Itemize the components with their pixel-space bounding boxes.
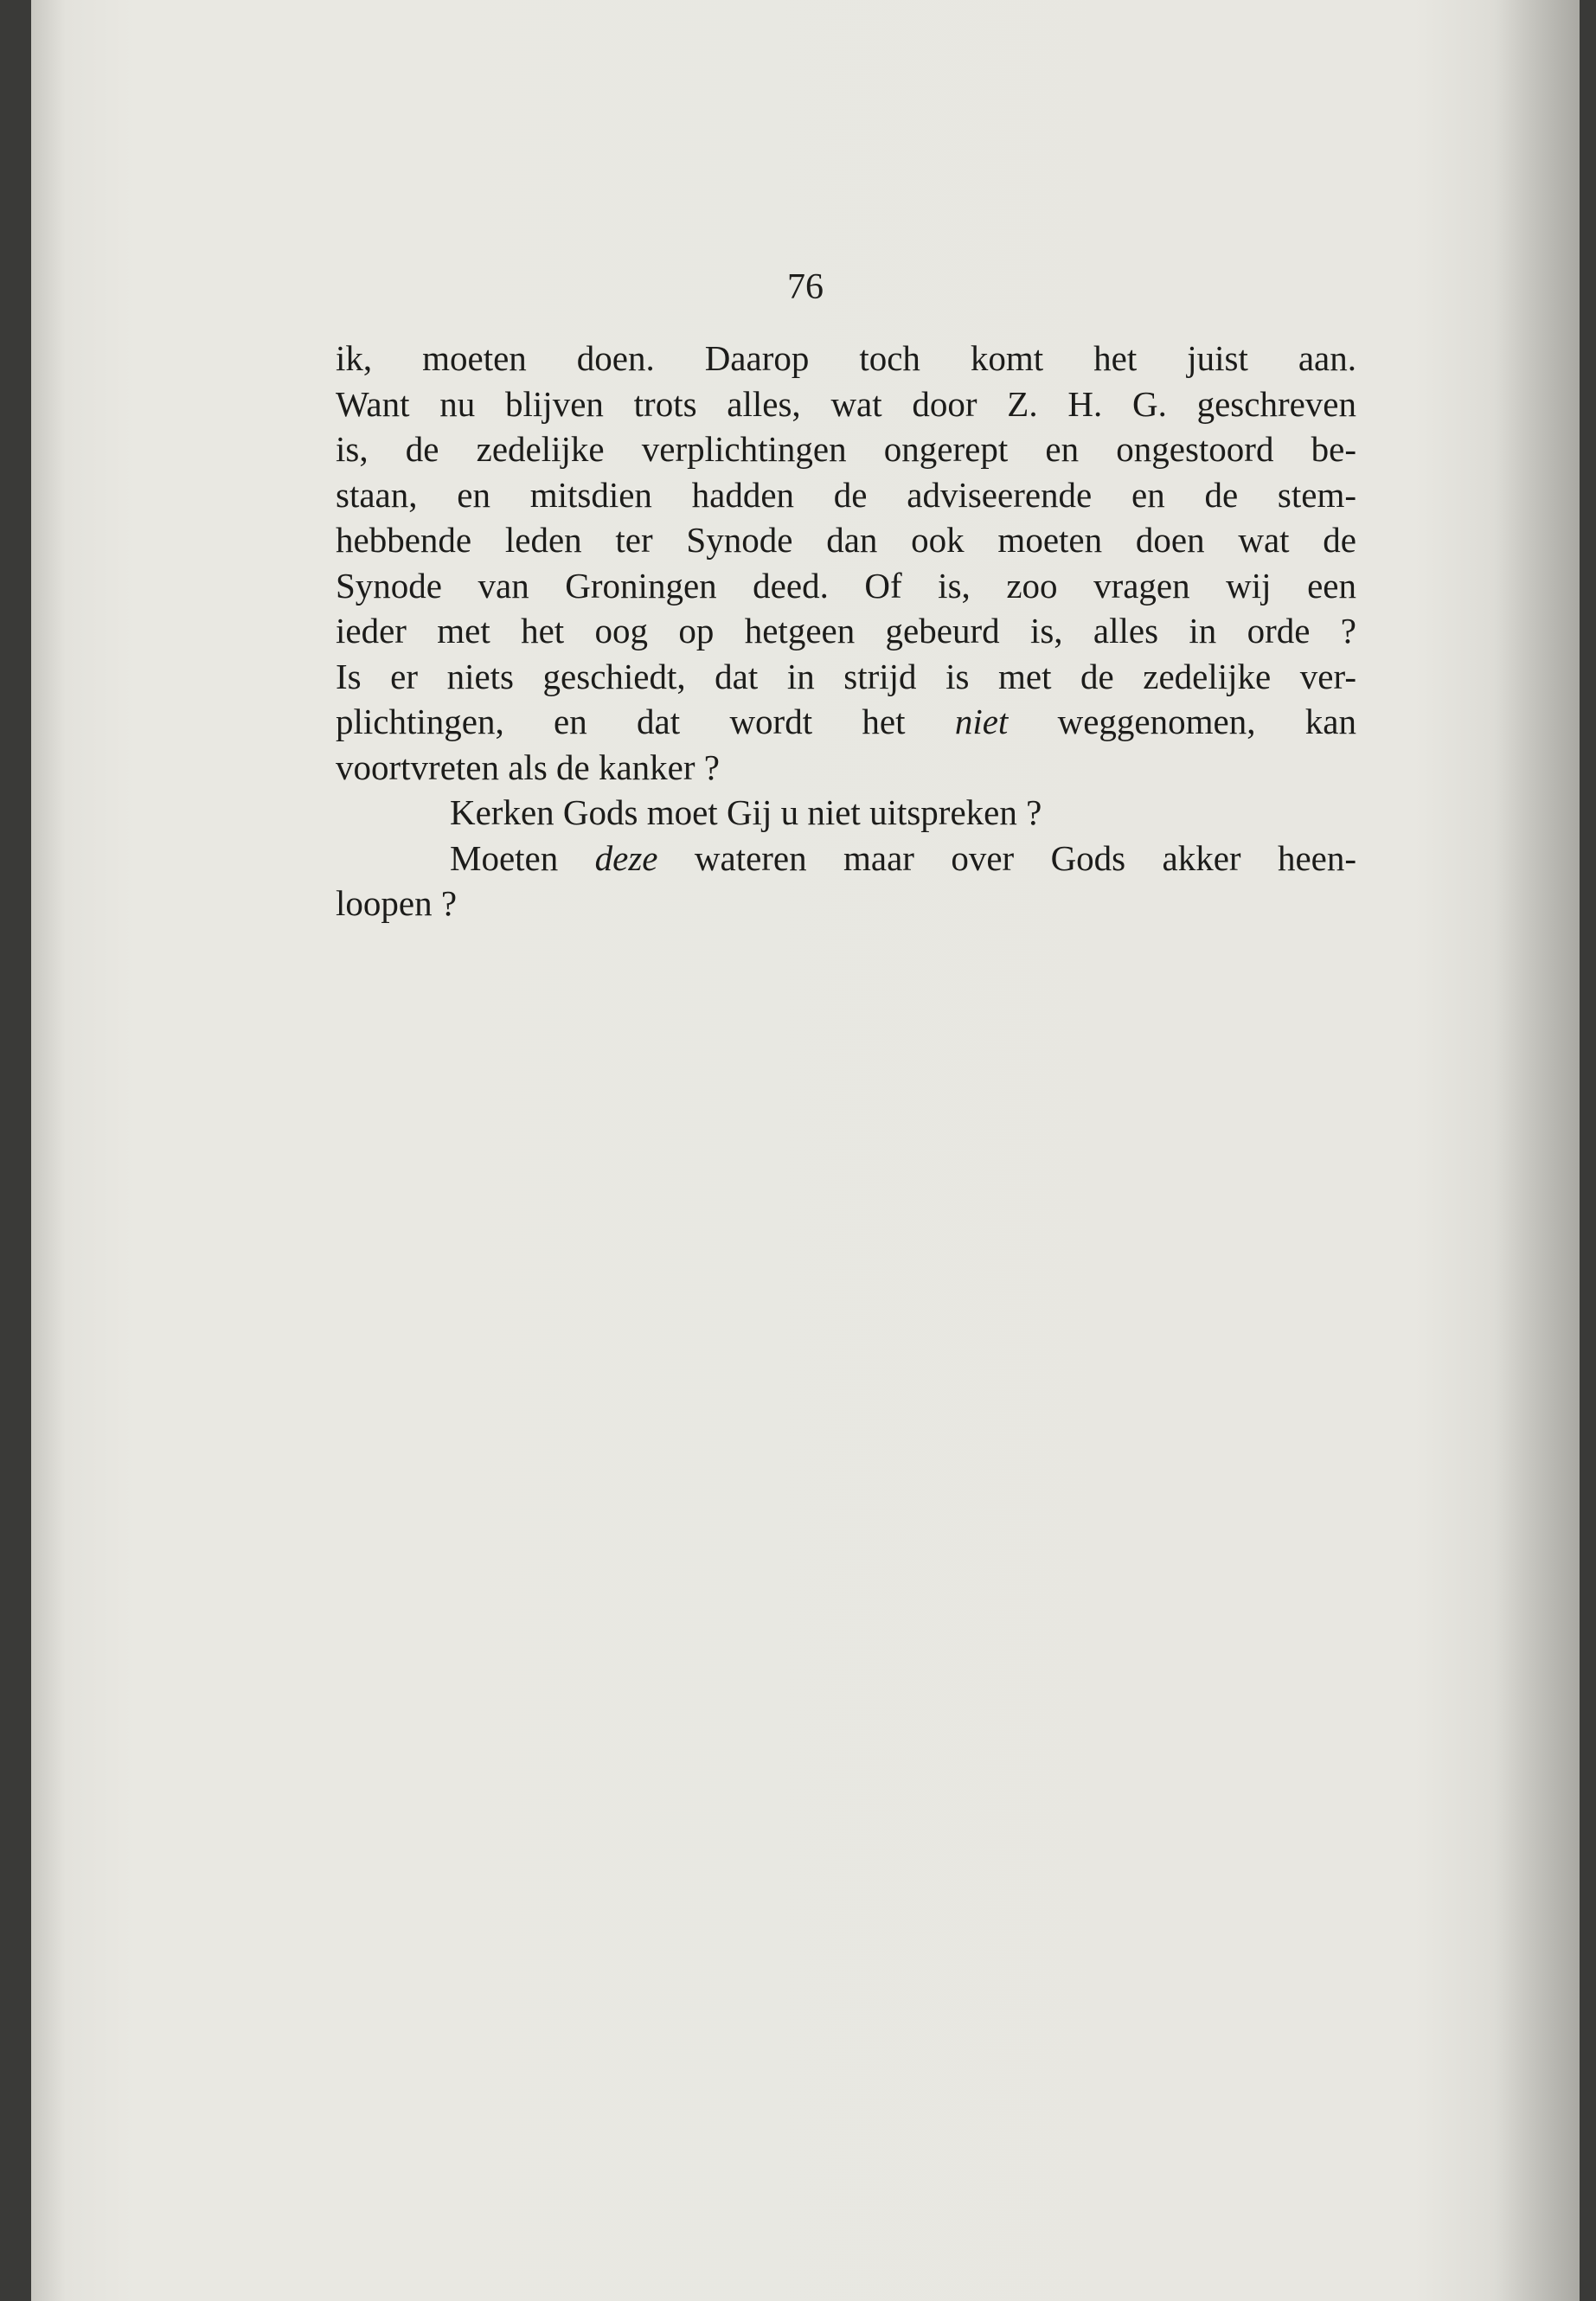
text-line: Kerken Gods moet Gij u niet uitspreken ? <box>450 792 1042 832</box>
text-line: Is er niets geschiedt, dat in strijd is met de zedelijke ver- <box>336 656 1356 696</box>
emphasis: deze <box>594 837 658 878</box>
text-line: ieder met het oog op hetgeen gebeurd is, alles in orde ? <box>336 611 1356 651</box>
page-body-text <box>336 336 1356 926</box>
text-line: Synode van Groningen deed. Of is, zoo vragen wij een <box>336 565 1356 606</box>
page-number: 76 <box>787 267 824 307</box>
text-line: is, de zedelijke verplichtingen ongerept en ongestoord be- <box>336 429 1356 469</box>
text-line: loopen ? <box>336 883 458 923</box>
text-line: ik, moeten doen. Daarop toch komt het juist aan. <box>336 338 1356 378</box>
text-line: voortvreten als de kanker ? <box>336 747 720 787</box>
emphasis: niet <box>954 702 1009 741</box>
text-line: staan, en mitsdien hadden de adviseerende en de stem- <box>336 474 1356 515</box>
text-line: hebbende leden ter Synode dan ook moeten doen wat de <box>336 520 1356 560</box>
text-line: Want nu blijven trots alles, wat door Z. H. G. geschreven <box>336 383 1356 424</box>
text-line: plichtingen, en dat wordt het niet weggenomen, kan <box>336 702 1356 741</box>
book-page <box>31 0 1580 2301</box>
text-line: Moeten deze wateren maar over Gods akker heen- <box>450 837 1357 878</box>
